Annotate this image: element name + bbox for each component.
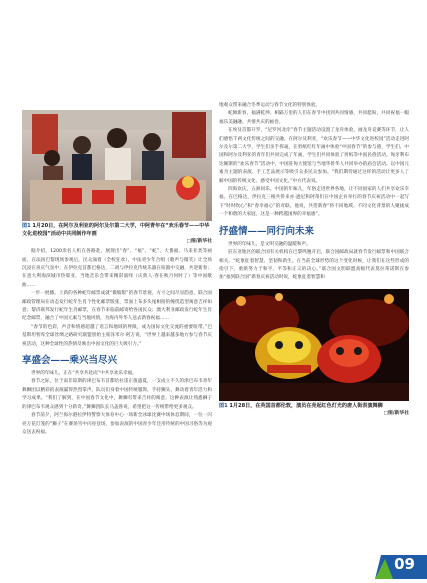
left-paragraph-6: 春节前夕，阿兰海尔港拉伊特警察大体育中心一场新全冰球比赛中场休息期间，一位一闪亮万花灯笼的“狮子”在赛场雪中闪亮登场，参加表演的中国青少年还用传统的中国习俗等为观众送去祝福。 — [22, 413, 212, 435]
left-paragraph-3: “春节的色彩，声音和情感超越了语言和地域的界限，成为国际文化交流的重要纽带。”巴基斯坦智库全球丝绸之路研究联盟创始主席泽米尔·阿万说，“世界上越来越多地方参与春节庆祝活动，这种全球性的热情反映出中国文化的巨大吸引力。” — [22, 324, 212, 347]
photo-illustration — [219, 289, 409, 401]
right-paragraph-5: 世界的年味儿，是文明交融的温暖和声。 — [228, 241, 311, 247]
caption-number: 图1 — [219, 402, 228, 409]
photo-lion-dance — [219, 289, 409, 401]
section-heading-express-feelings: 抒盛情——同行向未来 — [219, 225, 315, 237]
right-photo-caption — [219, 403, 409, 411]
left-paragraph-4: 世界的年味儿，正在“共享共赴而”中共享欢乐幸福。 — [31, 371, 137, 377]
right-paragraph-6: 驻东亚地区的联合国有关机构在巴黎鸣翘开启，联合国邮政局就春节发行邮票和中国联合相关、“蛇象征着智慧、坚韧和新生。在当前全球形势的这个变化时候，让我们在这些形成的指引下，重新努力于和平、平等和正义的决心。”联合国文明联盟高级代表莫拉蒂诺斯在参加“福到联合国”新春庆祝活动时说，蛇象征着智慧和 — [219, 250, 409, 281]
right-paragraph-3: 在埃及首都开罗，“尼罗河北岸”春节主题活动设置了龙舟体验，画龙舟竞赛等环节，让人们感悟千两文化传统之间的交融，在阿尔及利亚，“欢乐春节——中华文化进校园”活动走进阿尔及尔第二大学，学生们亲手挥毫，在剪纸红红年画中体验“中国春节”的参与感，学生们、中国和阿尔及利亚的青年们共同完成了年画，学生们共同体验了剪纸等中国民俗活动。匈牙利布达佩斯的“欢乐春节”活动中，中国驻匈大使馆与当地华侨华人共同举办的庙会活动。以中国元素为主题的表演、手工艺品展示等吸引众多民众参加。“我们期待通过这样的活动让更多人了解中国的传统文化，感受中国文化。”中方代表说。 — [219, 128, 409, 184]
left-column — [22, 0, 212, 583]
right-paragraph-1: 地观众带来融合冬季运动与春节文化的特别体验。 — [219, 103, 321, 108]
left-photo-caption — [22, 223, 212, 238]
photo-new-year-paintings — [22, 110, 212, 221]
left-photo-credit: □图/新华社 — [186, 239, 212, 245]
left-paragraph-5: 春节之际，位于南非琼斯的津巴布韦首都哈拉雷正值盛夏，一支成立不久的津巴布韦青年舞狮团以精彩的表演赢得热烈掌声。队员们身着中国传统服饰，手持狮头，舞动着青年活力和学习成果。“我们了解到，在中国春节文化中，舞狮有带来吉祥的寓意。这种表演让熟悉狮子的津巴布韦观众感到十分新奇。”舞狮团队长马盖鲁说，希望把这一传统带给更多观众。 — [22, 379, 212, 410]
caption-text: 1月28日，在英国首都伦敦，演员在亮起红色灯光的唐人街表演舞狮 — [229, 402, 383, 409]
caption-text: 1月20日，在阿尔及利亚的阿尔及尔第二大学，中阿青年在“欢乐春节——中华文化进校园”活动中共同制作年画 — [22, 223, 210, 237]
left-paragraph-1: 据介绍，1200余名人机在各路赴，展现出“春”、“福”、“蛇”、大番福、马来亚类等画面，在法国巴黎现场参观后，民众涌着（全校狂欢），中法青少年合唱《歌声与微笑》让全场沉浸在喜庆气氛中；在伊拉克首都巴格达，二胡与伊拉克传统乐器在喧嚣中交融，共迎新春；在意大利海滨城市热那亚，当地音乐会带来精彩演绎（庆典人·春在秋月何时了）等中国歌曲…… — [22, 249, 212, 288]
photo-illustration — [22, 110, 212, 221]
right-paragraph-2: 蛇舞新春，福满乾坤。相隔万里的人们在春节中找到共同情感，共同愿盼，共同祝福一幅福乐美融融、共情共庆的画卷。 — [219, 111, 409, 125]
page-number: 09 — [394, 555, 415, 573]
left-paragraph-2: 一步一展播。上新的各种蛇年邮票成就“微缩版”的春节景观，方寸之间尽显韵意，联合国邮政管理局在动态发行蛇年生肖个性化邮票版张，票面上布多头尾相接的缠绕造型寓意吉祥如意；黎济联邦发行蛇年生肖邮票，在春节来临前邮寄给各国民众；澳大利亚邮政发行蛇年生肖纪念邮票，融合了中国元素与当地风情，为海内外华人送去新春祝福…… — [22, 291, 212, 322]
right-photo-credit: □图/新华社 — [383, 411, 409, 417]
caption-number: 图1 — [22, 223, 31, 229]
right-column — [219, 0, 409, 583]
page-number-badge — [375, 555, 427, 579]
section-heading-share-event: 享盛会——乘兴当尽兴 — [22, 355, 118, 367]
right-paragraph-4: 四海欢庆，五洲同乐。中国的年味儿，年俗走进世界各地，让不同国家的人们共享欢乐幸福。在巴格达，伊拉克三根共侨来亦·逊尼和阿蒂们在中国企业举行的春节庆祝活动中一起写下“时时吹心”和“春幸福心”的对联。他说，共贺新春“将不同地域、不同文化背景的人聚拢成一个和谐的大家庭，这是一种跨越国界的幸福感”。 — [219, 187, 409, 218]
